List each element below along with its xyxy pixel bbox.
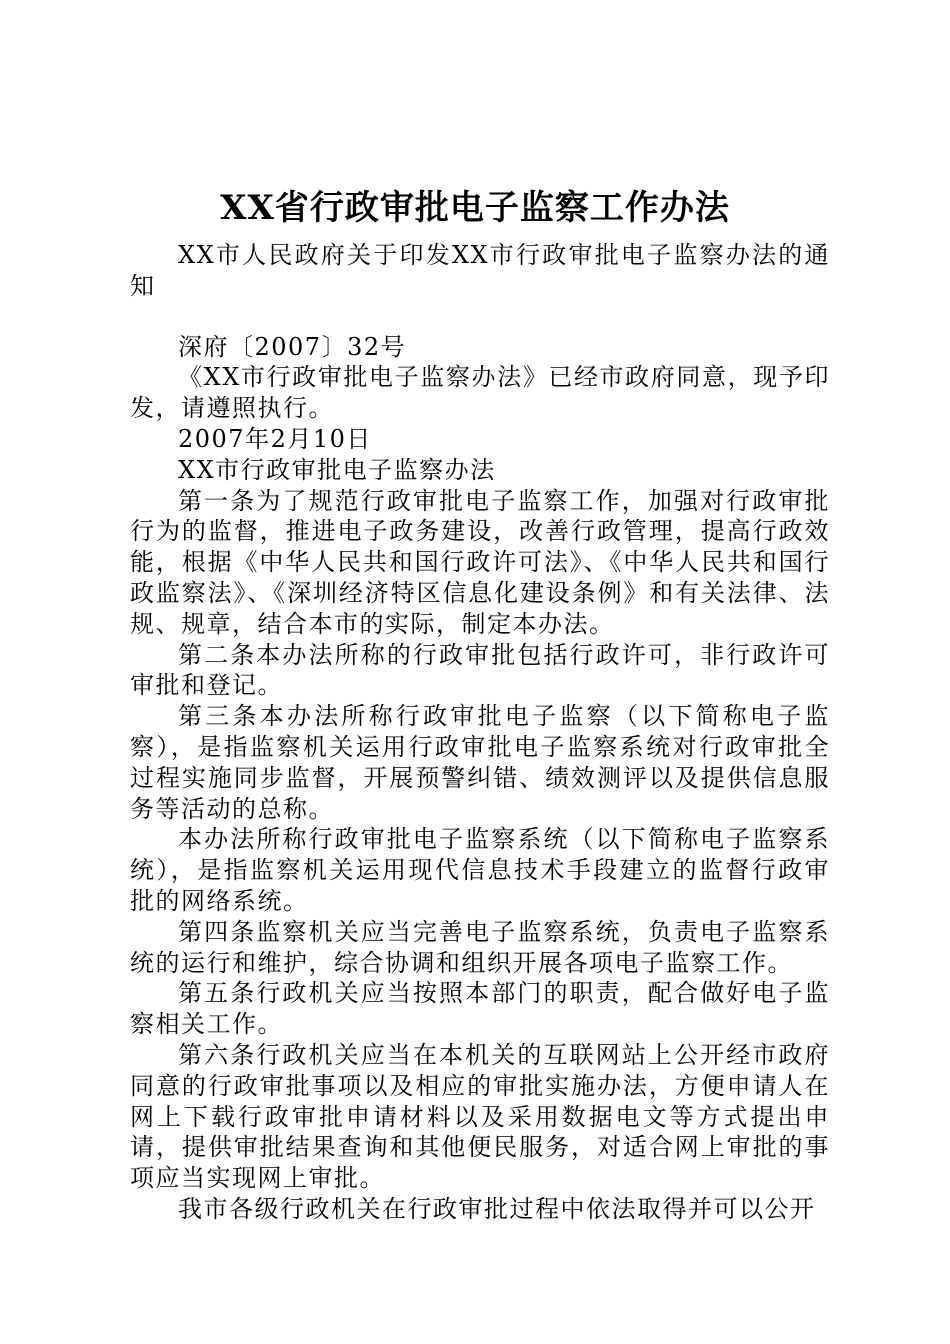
- article-1: 第一条为了规范行政审批电子监察工作，加强对行政审批行为的监督，推进电子政务建设，改善行政管理，提高行政效能，根据《中华人民共和国行政许可法》、《中华人民共和国行政监察法》、《深圳经济特区信息化建设条例》和有关法律、法规、规章，结合本市的实际，制定本办法。: [130, 486, 830, 638]
- issue-date: 2007年2月10日: [178, 424, 372, 453]
- article-6: 第六条行政机关应当在本机关的互联网站上公开经市政府同意的行政审批事项以及相应的审批实施办法，方便申请人在网上下载行政审批申请材料以及采用数据电文等方式提出申请，提供审批结果查询和其他便民服务，对适合网上审批的事项应当实现网上审批。: [130, 1040, 830, 1193]
- notice-heading: XX市人民政府关于印发XX市行政审批电子监察办法的通知: [130, 241, 830, 300]
- article-4: 第四条监察机关应当完善电子监察系统，负责电子监察系统的运行和维护，综合协调和组织开展各项电子监察工作。: [130, 917, 830, 977]
- article-5: 第五条行政机关应当按照本部门的职责，配合做好电子监察相关工作。: [130, 979, 830, 1039]
- article-3-definition: 本办法所称行政审批电子监察系统（以下简称电子监察系统），是指监察机关运用现代信息技术手段建立的监督行政审批的网络系统。: [130, 825, 830, 915]
- article-6-continuation: 我市各级行政机关在行政审批过程中依法取得并可以公开: [178, 1194, 816, 1223]
- document-number: 深府〔2007〕32号: [178, 332, 407, 361]
- article-2: 第二条本办法所称的行政审批包括行政许可，非行政许可审批和登记。: [130, 640, 830, 700]
- document-title: XX省行政审批电子监察工作办法: [220, 188, 730, 228]
- measures-title: XX市行政审批电子监察办法: [178, 455, 496, 484]
- intro-paragraph: 《XX市行政审批电子监察办法》已经市政府同意，现予印发，请遵照执行。: [130, 363, 830, 423]
- document-body: [130, 240, 830, 1225]
- article-3: 第三条本办法所称行政审批电子监察（以下简称电子监察），是指监察机关运用行政审批电子监察系统对行政审批全过程实施同步监督，开展预警纠错、绩效测评以及提供信息服务等活动的总称。: [130, 702, 830, 823]
